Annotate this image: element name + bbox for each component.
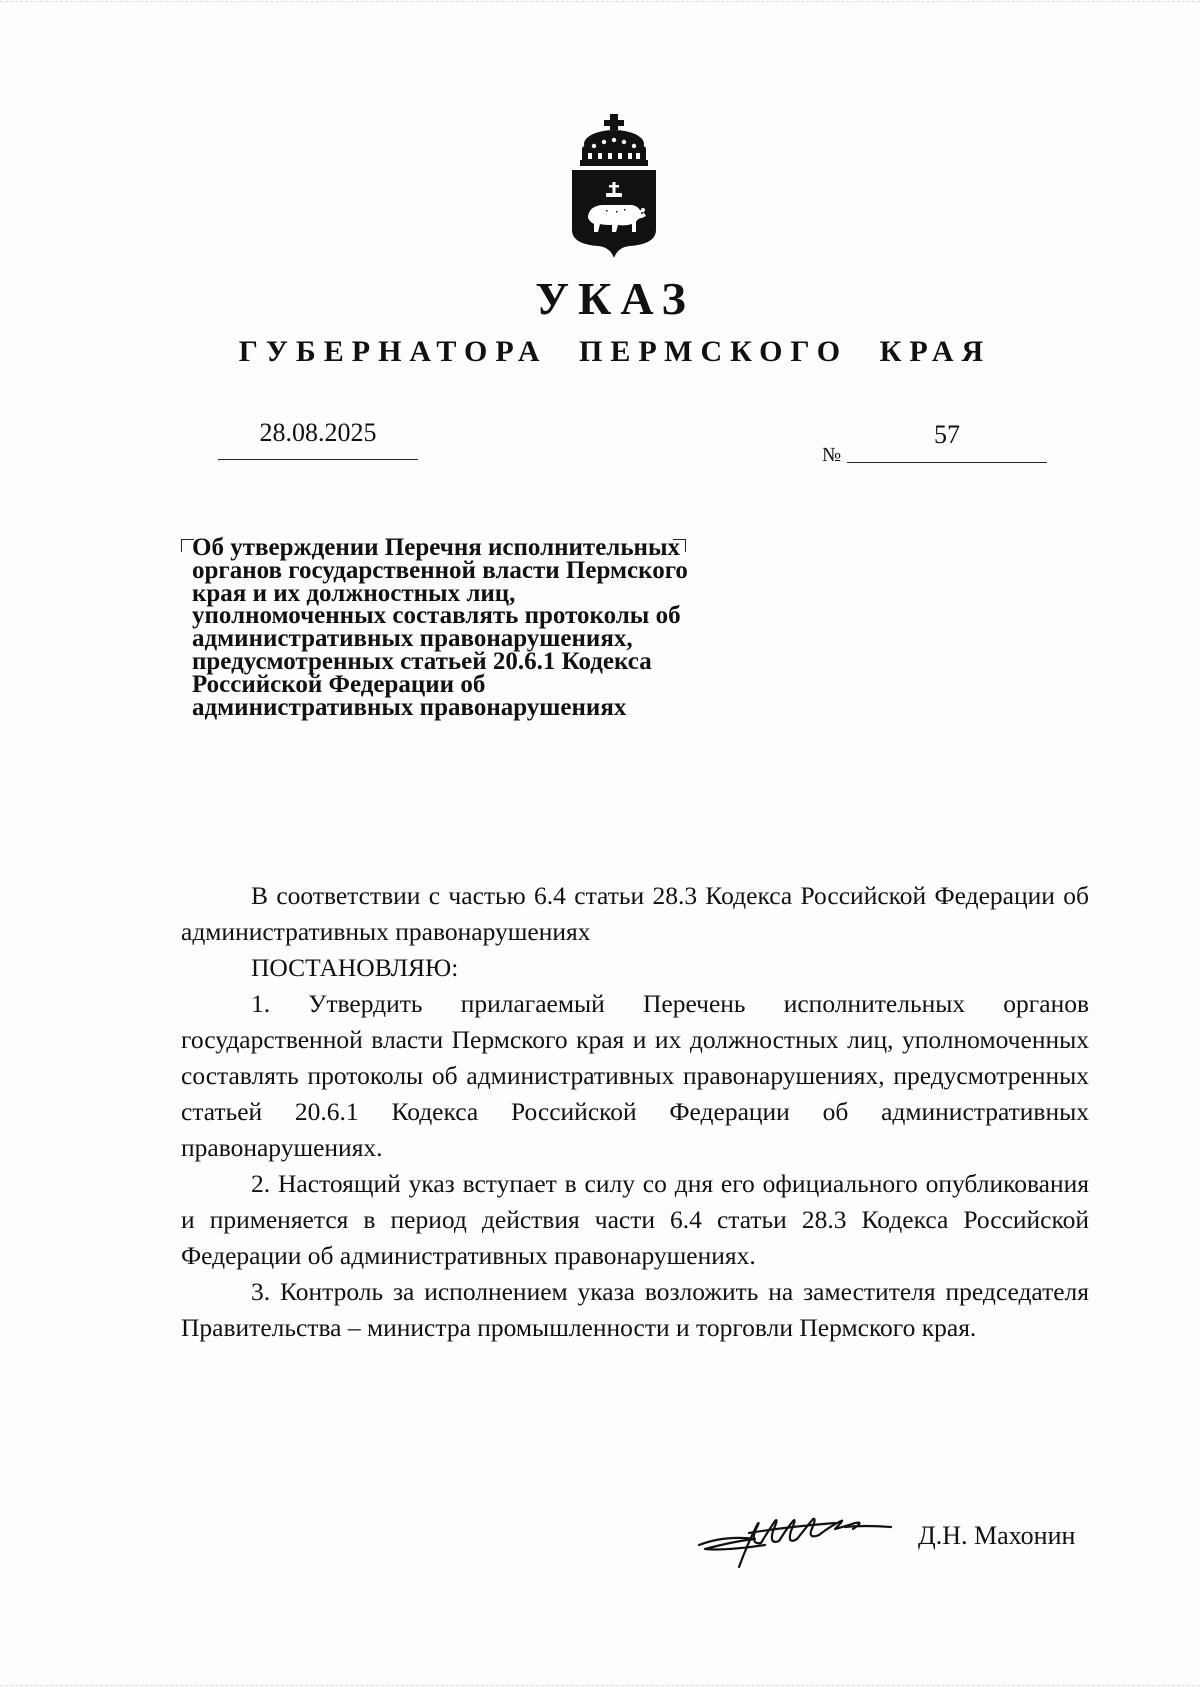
- document-body: [181, 878, 1089, 1346]
- signer-name: Д.Н. Махонин: [918, 1521, 1076, 1550]
- document-date-field: [218, 418, 418, 460]
- document-number: 57: [934, 420, 960, 449]
- subject-title: Об утверждении Перечня исполнительных органов государственной власти Пермского края и их должностных лиц, уполномоченных составлять протоколы об административных правонарушениях, предусмотренных статьей 20.6.1 Кодекса Российской Федерации об административных правонарушениях: [192, 534, 688, 721]
- handwritten-signature-icon: [695, 1505, 895, 1575]
- number-underline: [847, 462, 1047, 463]
- document-issuer: ГУБЕРНАТОРА ПЕРМСКОГО КРАЯ: [238, 335, 992, 368]
- document-date: 28.08.2025: [259, 418, 377, 447]
- scan-top-edge: [0, 1, 1200, 2]
- decree-word: ПОСТАНОВЛЯЮ:: [251, 953, 459, 982]
- item-2-paragraph: 2. Настоящий указ вступает в силу со дня его официального опубликования и применяется в период действия части 6.4 статьи 28.3 Кодекса Российской Федерации об административных правонарушениях.: [181, 1169, 1089, 1270]
- scan-bottom-edge: [0, 1685, 1200, 1686]
- preamble-paragraph: В соответствии с частью 6.4 статьи 28.3 Кодекса Российской Федерации об административных правонарушениях: [181, 881, 1089, 946]
- item-1-paragraph: 1. Утвердить прилагаемый Перечень исполнительных органов государственной власти Пермского края и их должностных лиц, уполномоченных составлять протоколы об административных правонарушениях, предусмотренных статьей 20.6.1 Кодекса Российской Федерации об административных правонарушениях.: [181, 989, 1089, 1162]
- coat-of-arms-icon: [560, 112, 668, 262]
- document-type: УКАЗ: [535, 273, 695, 324]
- number-sign: №: [822, 444, 842, 466]
- item-3-paragraph: 3. Контроль за исполнением указа возложить на заместителя председателя Правительства – министра промышленности и торговли Пермского края.: [181, 1277, 1089, 1342]
- date-underline: [218, 459, 418, 460]
